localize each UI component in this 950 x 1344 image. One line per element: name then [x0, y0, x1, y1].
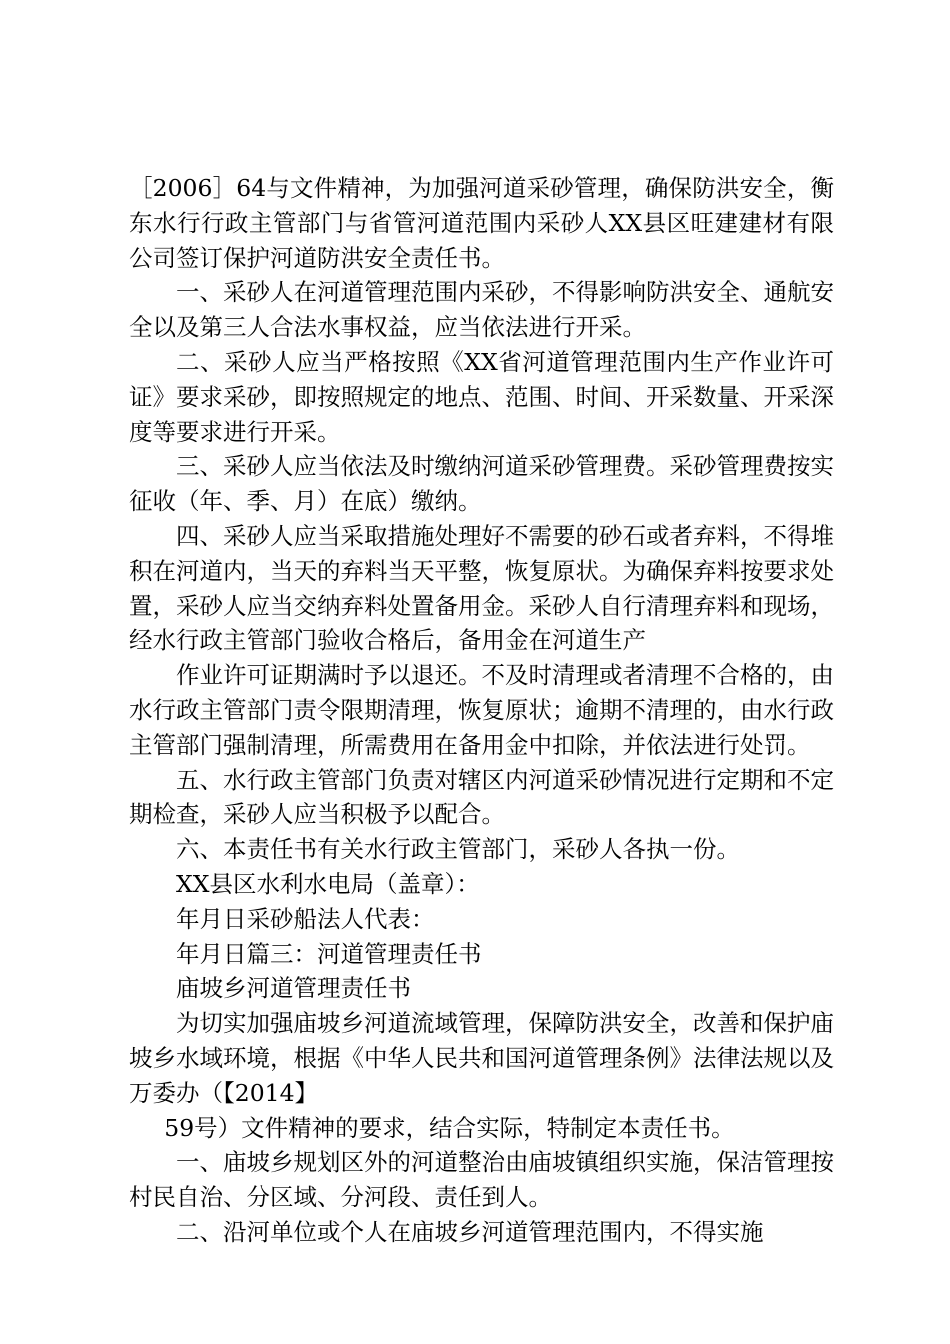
signature-bureau: XX县区水利水电局（盖章）：	[176, 869, 480, 898]
paragraph-clause-6: 六、本责任书有关水行政主管部门，采砂人各执一份。	[176, 835, 740, 864]
document-body	[129, 171, 834, 1250]
paragraph-intro: ［2006］64与文件精神，为加强河道采砂管理，确保防洪安全，衡东水行行政主管部门与省管河道范围内采砂人XX县区旺建建材有限公司签订保护河道防洪安全责任书。	[129, 174, 834, 272]
paragraph-miaopo-clause-2: 二、沿河单位或个人在庙坡乡河道管理范围内，不得实施	[176, 1217, 764, 1246]
paragraph-clause-5: 五、水行政主管部门负责对辖区内河道采砂情况进行定期和不定期检查，采砂人应当积极予以配合。	[129, 765, 834, 829]
paragraph-clause-3: 三、采砂人应当依法及时缴纳河道采砂管理费。采砂管理费按实征收（年、季、月）在底）缴纳。	[129, 452, 834, 516]
paragraph-miaopo-clause-1: 一、庙坡乡规划区外的河道整治由庙坡镇组织实施，保洁管理按村民自治、分区域、分河段、责任到人。	[129, 1148, 834, 1212]
paragraph-clause-4: 四、采砂人应当采取措施处理好不需要的砂石或者弃料，不得堆积在河道内，当天的弃料当天平整，恢复原状。为确保弃料按要求处置，采砂人应当交纳弃料处置备用金。采砂人自行清理弃料和现场，经水行政主管部门验收合格后，备用金在河道生产	[129, 521, 834, 655]
paragraph-clause-1: 一、采砂人在河道管理范围内采砂，不得影响防洪安全、通航安全以及第三人合法水事权益，应当依法进行开采。	[129, 278, 834, 342]
paragraph-miaopo-intro-continued: 59号）文件精神的要求，结合实际，特制定本责任书。	[164, 1113, 735, 1142]
document-title-miaopo: 庙坡乡河道管理责任书	[176, 974, 411, 1003]
paragraph-miaopo-intro: 为切实加强庙坡乡河道流域管理，保障防洪安全，改善和保护庙坡乡水域环境，根据《中华人民共和国河道管理条例》法律法规以及万委办（【2014】	[129, 1009, 834, 1107]
signature-representative: 年月日采砂船法人代表：	[176, 904, 435, 933]
paragraph-clause-2: 二、采砂人应当严格按照《XX省河道管理范围内生产作业许可证》要求采砂，即按照规定的地点、范围、时间、开采数量、开采深度等要求进行开采。	[129, 347, 834, 446]
section-heading-part-three: 年月日篇三：河道管理责任书	[176, 939, 482, 968]
paragraph-clause-4-continued: 作业许可证期满时予以退还。不及时清理或者清理不合格的，由水行政主管部门责令限期清理，恢复原状；逾期不清理的，由水行政主管部门强制清理，所需费用在备用金中扣除，并依法进行处罚。	[129, 661, 834, 759]
